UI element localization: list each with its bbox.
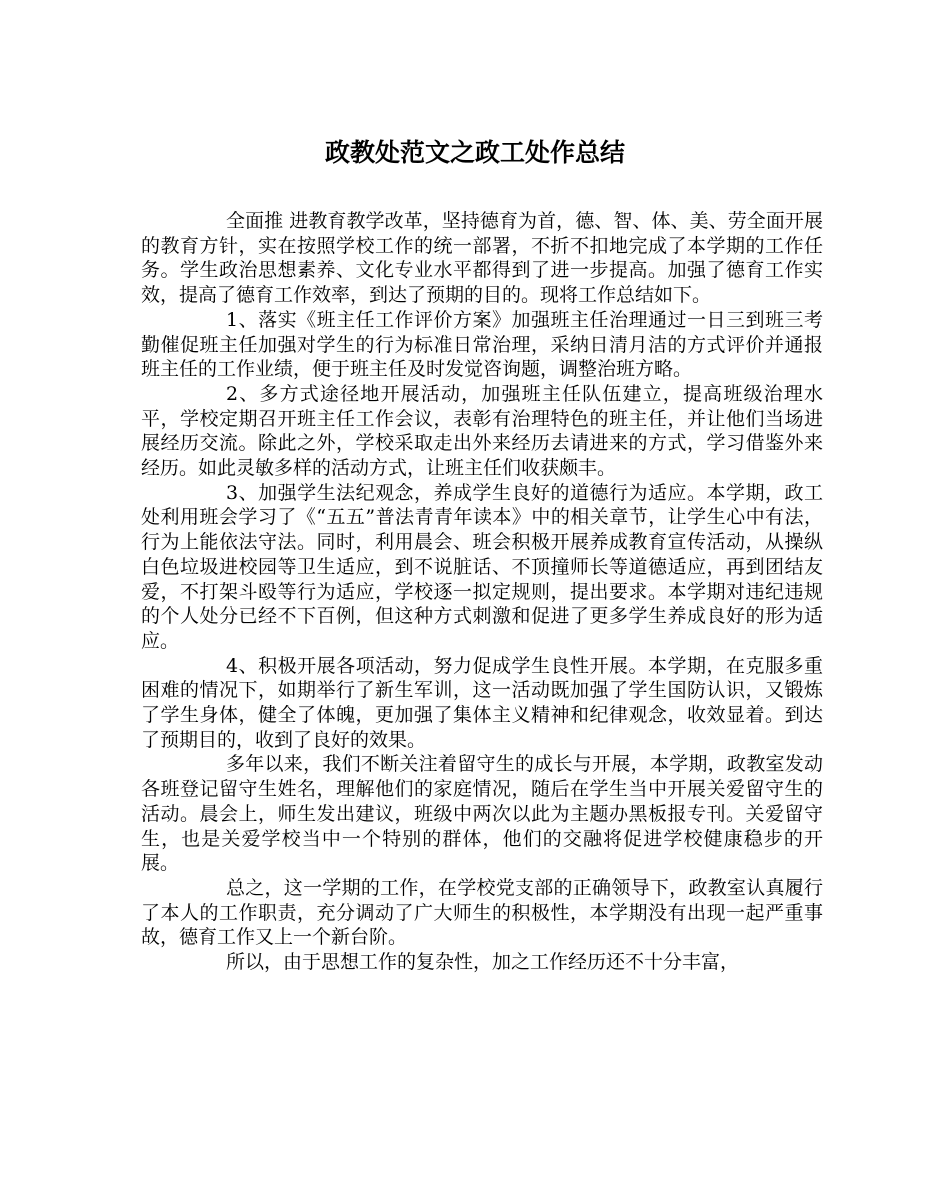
paragraph-summary: 总之，这一学期的工作，在学校党支部的正确领导下，政教室认真履行了本人的工作职责，充分调动了广大师生的积极性，本学期没有出现一起严重事故，德育工作又上一个新台阶。 (141, 876, 823, 949)
paragraph-item-3: 3、加强学生法纪观念，养成学生良好的道德行为适应。本学期，政工处利用班会学习了《“五五”普法青青年读本》中的相关章节，让学生心中有法，行为上能依法守法。同时，利用晨会、班会积极开展养成教育宣传活动，从操纵白色垃圾进校园等卫生适应，到不说脏话、不顶撞师长等道德适应，再到团结友爱，不打架斗殴等行为适应，学校逐一拟定规则，提出要求。本学期对违纪违规的个人处分已经不下百例，但这种方式刺激和促进了更多学生养成良好的形为适应。 (141, 481, 823, 652)
document-body (141, 209, 823, 975)
paragraph-item-2: 2、多方式途径地开展活动，加强班主任队伍建立，提高班级治理水平，学校定期召开班主任工作会议，表彰有治理特色的班主任，并让他们当场进展经历交流。除此之外，学校采取走出外来经历去请进来的方式，学习借鉴外来经历。如此灵敏多样的活动方式，让班主任们收获颇丰。 (141, 382, 823, 480)
paragraph-intro: 全面推 进教育教学改革，坚持德育为首，德、智、体、美、劳全面开展的教育方针，实在按照学校工作的统一部署，不折不扣地完成了本学期的工作任务。学生政治思想素养、文化专业水平都得到了进一步提高。加强了德育工作实效，提高了德育工作效率，到达了预期的目的。现将工作总结如下。 (141, 210, 823, 307)
paragraph-item-4: 4、积极开展各项活动，努力促成学生良性开展。本学期，在克服多重困难的情况下，如期举行了新生军训，这一活动既加强了学生国防认识，又锻炼了学生身体，健全了体魄，更加强了集体主义精神和纪律观念，收效显着。到达了预期目的，收到了良好的效果。 (141, 654, 823, 751)
document-title: 政教处范文之政工处作总结 (324, 138, 625, 167)
paragraph-left-behind-students: 多年以来，我们不断关注着留守生的成长与开展，本学期，政教室发动各班登记留守生姓名，理解他们的家庭情况，随后在学生当中开展关爱留守生的活动。晨会上，师生发出建议，班级中两次以此为主题办黑板报专刊。关爱留守生，也是关爱学校当中一个特别的群体，他们的交融将促进学校健康稳步的开展。 (141, 753, 823, 875)
paragraph-item-1: 1、落实《班主任工作评价方案》加强班主任治理通过一日三到班三考勤催促班主任加强对学生的行为标准日常治理，采纳日清月洁的方式评价并通报班主任的工作业绩，便于班主任及时发觉咨询题，调整治班方略。 (141, 308, 823, 381)
paragraph-closing: 所以，由于思想工作的复杂性，加之工作经历还不十分丰富， (226, 951, 740, 974)
